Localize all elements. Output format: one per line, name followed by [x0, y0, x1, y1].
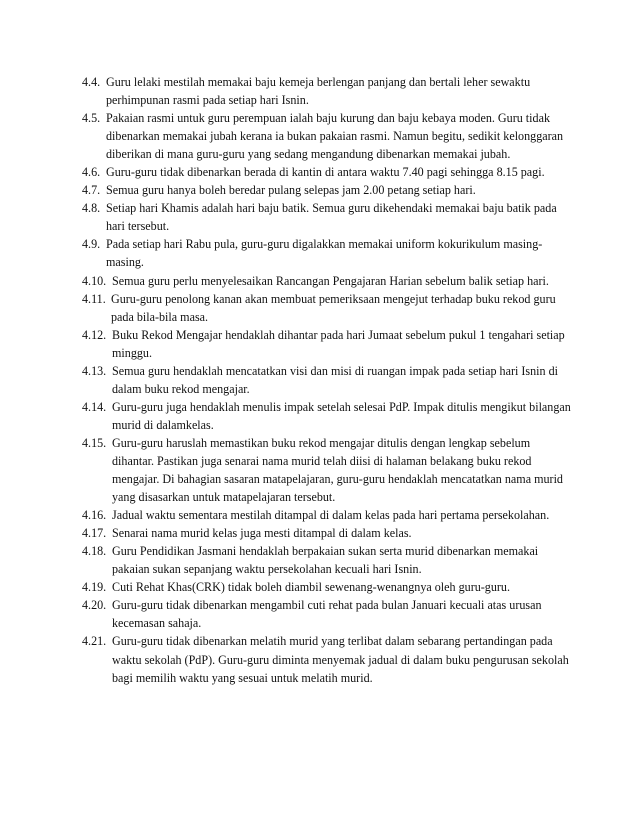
rule-number: 4.7. [82, 183, 101, 198]
rule-text: Pada setiap hari Rabu pula, guru-guru digalakkan memakai uniform kokurikulum masing-masing. [106, 237, 543, 270]
rule-text: Jadual waktu sementara mestilah ditampal di dalam kelas pada hari pertama persekolahan. [112, 508, 550, 523]
rule-text: Guru-guru tidak dibenarkan berada di kantin di antara waktu 7.40 pagi sehingga 8.15 pagi. [106, 165, 545, 180]
rule-4-5 [82, 109, 572, 163]
rule-number: 4.9. [82, 237, 101, 252]
rule-4-21 [82, 632, 572, 686]
rule-number: 4.17. [82, 526, 107, 541]
rule-number: 4.20. [82, 598, 107, 613]
rule-number: 4.4. [82, 75, 101, 89]
rule-number: 4.19. [82, 580, 107, 595]
rules-list [82, 73, 572, 687]
rule-number: 4.5. [82, 111, 101, 126]
rule-text: Senarai nama murid kelas juga mesti ditampal di dalam kelas. [112, 526, 412, 541]
rule-number: 4.11. [82, 291, 106, 306]
rule-4-15 [82, 434, 572, 506]
rule-4-7 [82, 181, 572, 199]
rule-text: Cuti Rehat Khas(CRK) tidak boleh diambil sewenang-wenangnya oleh guru-guru. [112, 580, 510, 595]
rule-number: 4.10. [82, 273, 107, 288]
rule-4-19 [82, 578, 572, 596]
rule-4-8 [82, 199, 572, 235]
rule-number: 4.18. [82, 544, 107, 559]
rule-4-13 [82, 362, 572, 398]
rule-text: Guru-guru tidak dibenarkan mengambil cuti rehat pada bulan Januari kecuali atas urusan kecemasan sahaja. [112, 598, 542, 631]
rule-text: Buku Rekod Mengajar hendaklah dihantar pada hari Jumaat sebelum pukul 1 tengahari setiap minggu. [112, 327, 565, 360]
rule-text: Guru-guru juga hendaklah menulis impak setelah selesai PdP. Impak ditulis mengikut bilangan murid di dalamkelas. [112, 399, 571, 432]
rule-text: Pakaian rasmi untuk guru perempuan ialah baju kurung dan baju kebaya moden. Guru tidak dibenarkan memakai jubah kerana ia bukan pakaian rasmi. Namun begitu, sedikit kelonggaran diberikan di mana guru-guru yang sedang mengandung dibenarkan memakai jubah. [106, 111, 564, 162]
rule-text: Guru Pendidikan Jasmani hendaklah berpakaian sukan serta murid dibenarkan memakai pakaian sukan sepanjang waktu persekolahan kecuali hari Isnin. [112, 544, 539, 577]
rule-number: 4.6. [82, 165, 101, 180]
rule-number: 4.15. [82, 435, 107, 450]
rule-text: Guru lelaki mestilah memakai baju kemeja berlengan panjang dan bertali leher sewaktu perhimpunan rasmi pada setiap hari Isnin. [106, 75, 531, 108]
rule-text: Semua guru hendaklah mencatatkan visi dan misi di ruangan impak pada setiap hari Isnin di dalam buku rekod mengajar. [112, 363, 559, 396]
rule-4-12 [82, 326, 572, 362]
rule-text: Semua guru perlu menyelesaikan Rancangan Pengajaran Harian sebelum balik setiap hari. [112, 273, 549, 288]
rule-4-18 [82, 542, 572, 578]
rule-4-16 [82, 506, 572, 524]
rule-number: 4.14. [82, 399, 107, 414]
rule-text: Setiap hari Khamis adalah hari baju batik. Semua guru dikehendaki memakai baju batik pada hari tersebut. [106, 201, 557, 234]
rule-number: 4.8. [82, 201, 101, 216]
rule-number: 4.12. [82, 327, 107, 342]
rule-number: 4.16. [82, 508, 107, 523]
rule-4-17 [82, 524, 572, 542]
rule-4-11 [82, 290, 572, 326]
rule-4-4 [82, 73, 572, 109]
rule-number: 4.21. [82, 634, 107, 649]
rule-4-14 [82, 398, 572, 434]
rule-text: Guru-guru penolong kanan akan membuat pemeriksaan mengejut terhadap buku rekod guru pada bila-bila masa. [111, 291, 556, 324]
rule-4-20 [82, 596, 572, 632]
rule-4-6 [82, 163, 572, 181]
rule-text: Semua guru hanya boleh beredar pulang selepas jam 2.00 petang setiap hari. [106, 183, 476, 198]
rule-text: Guru-guru haruslah memastikan buku rekod mengajar ditulis dengan lengkap sebelum dihantar. Pastikan juga senarai nama murid telah diisi di halaman belakang buku rekod mengajar. Di bahagian sasaran matapelajaran, guru-guru hendaklah mencatatkan nama murid yang disasarkan untuk matapelajaran tersebut. [112, 435, 563, 505]
rule-text: Guru-guru tidak dibenarkan melatih murid yang terlibat dalam sebarang pertandingan pada waktu sekolah (PdP). Guru-guru diminta menyemak jadual di dalam buku pengurusan sekolah bagi memilih waktu yang sesuai untuk melatih murid. [112, 634, 569, 685]
rule-4-10 [82, 272, 572, 290]
rule-number: 4.13. [82, 363, 107, 378]
rule-4-9 [82, 235, 572, 271]
